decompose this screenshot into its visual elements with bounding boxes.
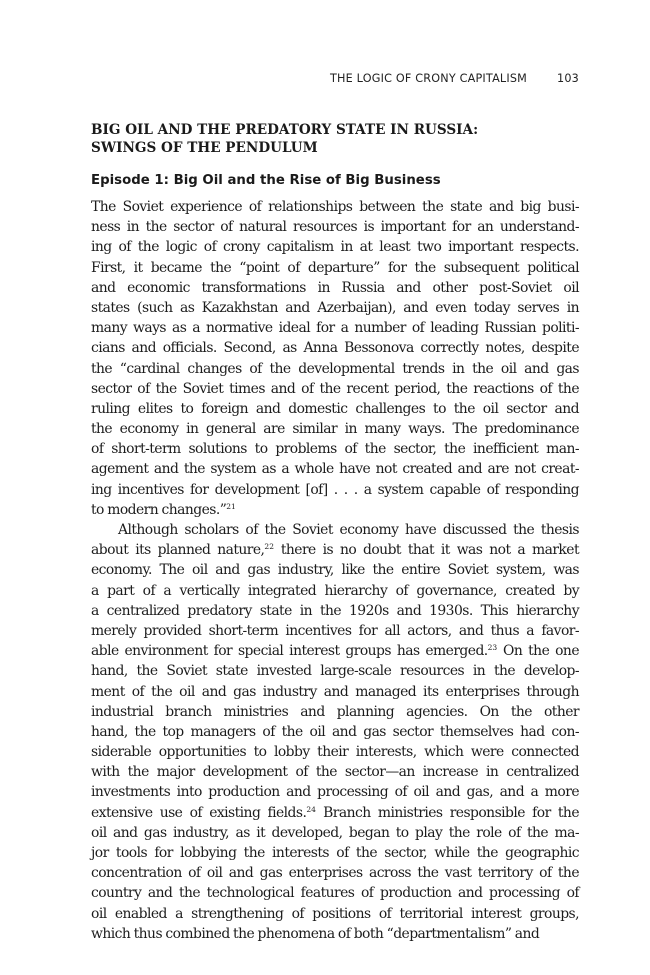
line-text-continued: there is no doubt that it was not a market	[273, 542, 579, 559]
body-text	[91, 197, 579, 944]
text-line	[91, 237, 579, 257]
text-line	[91, 197, 579, 217]
text-line	[91, 661, 579, 681]
line-text: the “cardinal changes of the developmental trends in the oil and gas	[91, 360, 579, 377]
text-line	[91, 318, 579, 338]
running-head-title: THE LOGIC OF CRONY CAPITALISM	[330, 72, 528, 85]
text-line	[91, 278, 579, 298]
text-line	[91, 500, 579, 520]
text-line	[91, 439, 579, 459]
text-line	[91, 641, 579, 661]
line-text: jor tools for lobbying the interests of the sector, while the geographic	[91, 845, 579, 861]
line-text: First, it became the “point of departure” for the subsequent political	[91, 259, 579, 276]
text-line	[91, 419, 579, 439]
text-line	[91, 762, 579, 782]
section-title-line-2: SWINGS OF THE PENDULUM	[91, 140, 318, 156]
text-line	[91, 863, 579, 883]
line-text: about its planned nature,	[91, 542, 265, 559]
section-title	[91, 121, 478, 157]
running-head	[330, 72, 579, 85]
text-line	[91, 217, 579, 237]
line-text: ruling elites to foreign and domestic challenges to the oil sector and	[91, 400, 579, 417]
text-line	[91, 520, 579, 540]
text-line	[91, 782, 579, 802]
line-text: concentration of oil and gas enterprises across the vast territory of the	[91, 865, 579, 882]
line-text-continued: On the one	[497, 643, 579, 660]
text-line	[91, 843, 579, 863]
line-text: sector of the Soviet times and of the recent period, the reactions of the	[91, 380, 579, 397]
text-line	[91, 924, 579, 944]
footnote-marker[interactable]: 22	[264, 542, 274, 552]
text-line	[91, 621, 579, 641]
line-text: industrial branch ministries and planning agencies. On the other	[91, 703, 579, 720]
text-line	[91, 560, 579, 580]
line-text: many ways as a normative ideal for a number of leading Russian politi-	[91, 320, 579, 337]
text-line	[91, 904, 579, 924]
text-line	[91, 803, 579, 823]
line-text: which thus combined the phenomena of both “departmentalism” and	[91, 925, 540, 942]
line-text: ing of the logic of crony capitalism in at least two important respects.	[91, 239, 579, 256]
text-line	[91, 379, 579, 399]
line-text: investments into production and processing of oil and gas, and a more	[91, 784, 579, 801]
line-text: country and the technological features of production and processing of	[91, 885, 579, 902]
text-line	[91, 722, 579, 742]
text-line	[91, 883, 579, 903]
line-text: the economy in general are similar in many ways. The predominance	[91, 421, 579, 438]
line-text: ing incentives for development [of] . . . a system capable of responding	[91, 481, 579, 498]
text-line	[91, 459, 579, 479]
text-line	[91, 702, 579, 722]
line-text: of short-term solutions to problems of the sector, the inefficient man-	[91, 441, 579, 458]
line-text: merely provided short-term incentives for all actors, and thus a favor-	[91, 622, 579, 639]
text-line	[91, 540, 579, 560]
text-line	[91, 338, 579, 358]
text-line	[91, 298, 579, 318]
section-title-line-1: BIG OIL AND THE PREDATORY STATE IN RUSSIA:	[91, 122, 479, 138]
line-text: hand, the top managers of the oil and gas sector themselves had con-	[91, 723, 579, 740]
page-number: 103	[557, 72, 579, 85]
text-line	[91, 823, 579, 843]
paragraph-1	[91, 197, 579, 520]
footnote-marker[interactable]: 24	[306, 804, 316, 814]
line-text: states (such as Kazakhstan and Azerbaijan), and even today serves in	[91, 299, 579, 316]
line-text: oil enabled a strengthening of positions of territorial interest groups,	[91, 905, 579, 922]
episode-title: Episode 1: Big Oil and the Rise of Big Business	[91, 173, 441, 188]
text-line	[91, 682, 579, 702]
line-text: and economic transformations in Russia and other post-Soviet oil	[91, 279, 579, 296]
line-text: ness in the sector of natural resources is important for an understand-	[91, 219, 579, 236]
paragraph-2	[91, 520, 579, 944]
line-text: able environment for special interest groups has emerged.	[91, 643, 488, 660]
line-text: with the major development of the sector—an increase in centralized	[91, 764, 579, 781]
line-text: The Soviet experience of relationships between the state and big busi-	[91, 199, 579, 215]
line-text: siderable opportunities to lobby their interests, which were connected	[91, 744, 579, 761]
text-line	[91, 581, 579, 601]
text-line	[91, 258, 579, 278]
line-text: extensive use of existing fields.	[91, 804, 307, 821]
line-text: oil and gas industry, as it developed, began to play the role of the ma-	[91, 824, 579, 841]
line-text: a centralized predatory state in the 1920s and 1930s. This hierarchy	[91, 602, 579, 619]
footnote-marker[interactable]: 23	[487, 643, 498, 653]
footnote-marker[interactable]: 21	[226, 501, 236, 511]
line-text: economy. The oil and gas industry, like the entire Soviet system, was	[91, 562, 579, 579]
line-text: to modern changes.”	[91, 501, 227, 518]
text-line	[91, 399, 579, 419]
line-text: agement and the system as a whole have not created and are not creat-	[91, 461, 579, 478]
text-line	[91, 359, 579, 379]
text-line	[91, 480, 579, 500]
text-line	[91, 742, 579, 762]
line-text: cians and officials. Second, as Anna Bessonova correctly notes, despite	[91, 340, 579, 357]
line-text: a part of a vertically integrated hierarchy of governance, created by	[91, 582, 579, 599]
line-text: ment of the oil and gas industry and managed its enterprises through	[91, 683, 579, 700]
line-text: Although scholars of the Soviet economy have discussed the thesis	[118, 522, 579, 538]
line-text-continued: Branch ministries responsible for the	[315, 804, 579, 821]
text-line	[91, 601, 579, 621]
line-text: hand, the Soviet state invested large-scale resources in the develop-	[91, 663, 579, 680]
